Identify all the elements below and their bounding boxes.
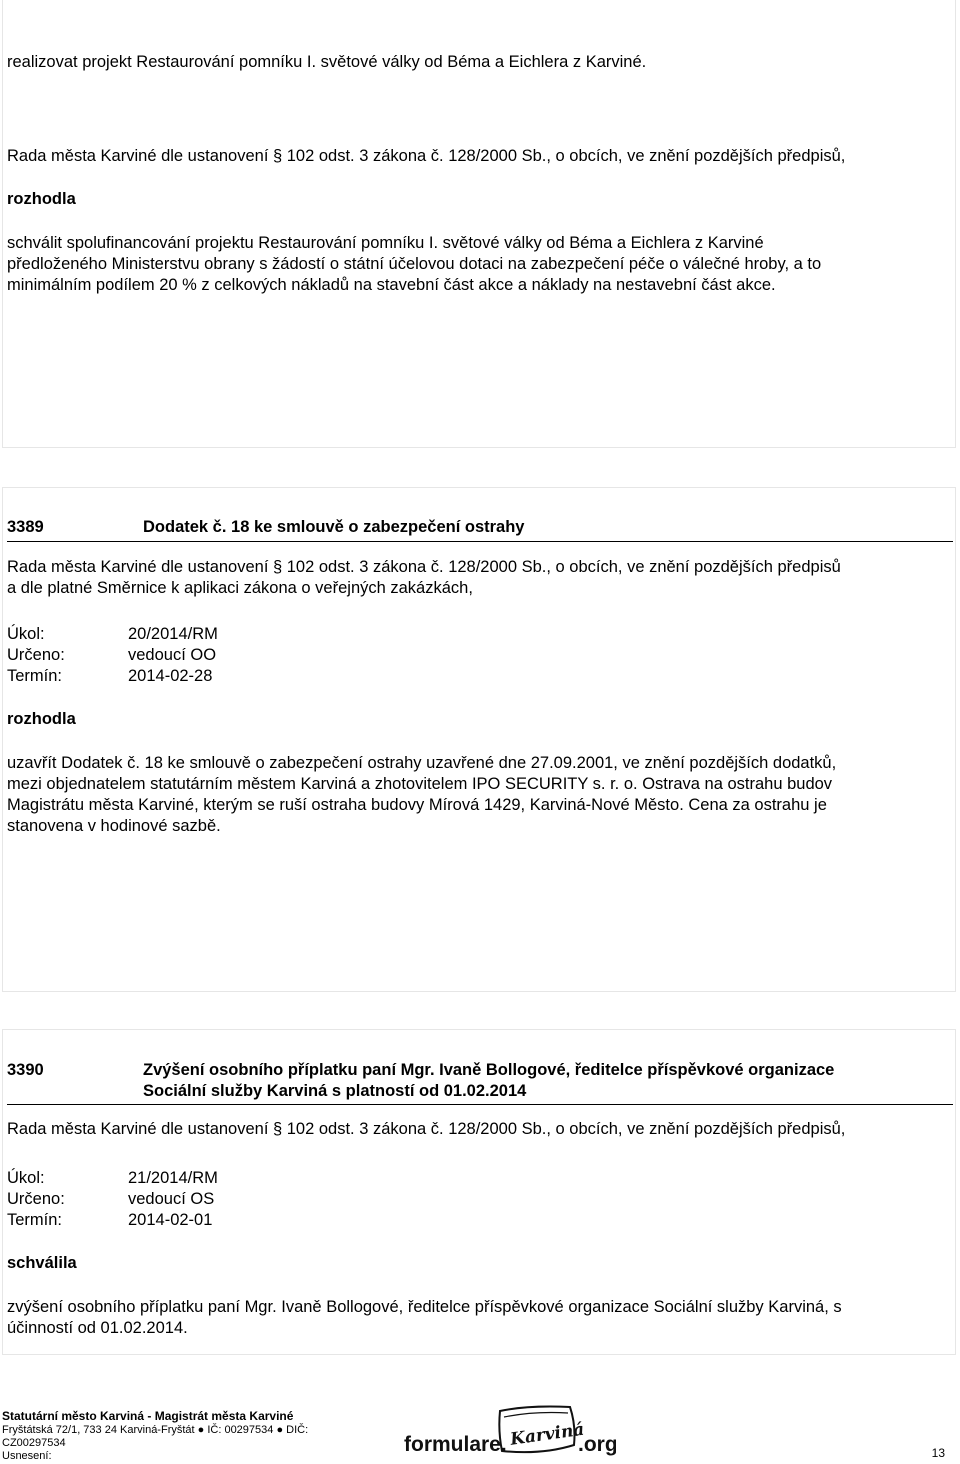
resolution-title: Dodatek č. 18 ke smlouvě o zabezpečení ostrahy bbox=[143, 518, 525, 536]
footer-org: Statutární město Karviná - Magistrát města Karviné bbox=[2, 1409, 294, 1423]
resolution-text-line: schválit spolufinancování projektu Restaurování pomníku I. světové války od Béma a Eichlera z Karviné bbox=[7, 234, 764, 252]
footer-dic: CZ00297534 bbox=[2, 1437, 66, 1449]
resolution-text-line: Magistrátu města Karviné, kterým se ruší ostraha budovy Mírová 1429, Karviná-Nové Město. Cena za ostrahu je bbox=[7, 796, 827, 814]
assigned-label: Určeno: bbox=[7, 646, 65, 664]
assigned-row bbox=[7, 1189, 214, 1210]
deadline-label: Termín: bbox=[7, 667, 63, 685]
task-row bbox=[7, 624, 218, 645]
legal-basis: Rada města Karviné dle ustanovení § 102 odst. 3 zákona č. 128/2000 Sb., o obcích, ve znění pozdějších předpisů, bbox=[7, 1120, 846, 1138]
title-underline bbox=[7, 1104, 953, 1105]
resolution-number: 3389 bbox=[7, 518, 44, 536]
resolution-text-line: mezi objednatelem statutárním městem Karviná a zhotovitelem IPO SECURITY s. r. o. Ostrava na ostrahu budov bbox=[7, 775, 833, 793]
formulare-logo bbox=[402, 1403, 616, 1464]
logo-text-mid: Karviná bbox=[509, 1419, 586, 1450]
resolution-title-line: Sociální služby Karviná s platností od 01.02.2014 bbox=[143, 1082, 527, 1100]
task-value: 20/2014/RM bbox=[128, 625, 218, 643]
assigned-label: Určeno: bbox=[7, 1190, 65, 1208]
resolution-title-line: Zvýšení osobního příplatku paní Mgr. Ivaně Bollogové, ředitelce příspěvkové organizace bbox=[143, 1061, 835, 1079]
decision-verb: rozhodla bbox=[7, 710, 76, 728]
deadline-label: Termín: bbox=[7, 1211, 63, 1229]
legal-basis: a dle platné Směrnice k aplikaci zákona o veřejných zakázkách, bbox=[7, 579, 473, 597]
title-underline bbox=[7, 541, 953, 542]
assigned-value: vedoucí OS bbox=[128, 1190, 215, 1208]
assigned-row bbox=[7, 645, 216, 666]
footer-doc-label: Usnesení: bbox=[2, 1450, 52, 1462]
assigned-value: vedoucí OO bbox=[128, 646, 217, 664]
footer-address: Fryštátská 72/1, 733 24 Karviná-Fryštát ● IČ: 00297534 ● DIČ: bbox=[2, 1424, 309, 1436]
decision-verb: rozhodla bbox=[7, 190, 76, 208]
legal-basis: Rada města Karviné dle ustanovení § 102 odst. 3 zákona č. 128/2000 Sb., o obcích, ve znění pozdějších předpisů, bbox=[7, 147, 846, 165]
task-label: Úkol: bbox=[7, 1169, 45, 1187]
page-number: 13 bbox=[931, 1446, 945, 1460]
resolution-text-line: účinností od 01.02.2014. bbox=[7, 1319, 188, 1337]
deadline-value: 2014-02-28 bbox=[128, 667, 213, 685]
resolution-text-line: zvýšení osobního příplatku paní Mgr. Ivaně Bollogové, ředitelce příspěvkové organizace Sociální služby Karviná, s bbox=[7, 1298, 842, 1316]
deadline-row bbox=[7, 1210, 212, 1231]
task-value: 21/2014/RM bbox=[128, 1169, 218, 1187]
prev-text-line: realizovat projekt Restaurování pomníku I. světové války od Béma a Eichlera z Karviné. bbox=[7, 53, 647, 71]
resolution-number: 3390 bbox=[7, 1061, 44, 1079]
legal-basis: Rada města Karviné dle ustanovení § 102 odst. 3 zákona č. 128/2000 Sb., o obcích, ve znění pozdějších předpisů bbox=[7, 558, 841, 576]
logo-text-left: formulare. bbox=[404, 1433, 507, 1456]
deadline-value: 2014-02-01 bbox=[128, 1211, 213, 1229]
resolution-text-line: uzavřít Dodatek č. 18 ke smlouvě o zabezpečení ostrahy uzavřené dne 27.09.2001, ve znění pozdějších dodatků, bbox=[7, 754, 837, 772]
task-row bbox=[7, 1168, 218, 1189]
deadline-row bbox=[7, 666, 212, 687]
resolution-text-line: minimálním podílem 20 % z celkových nákladů na stavební část akce a náklady na nestavební část akce. bbox=[7, 276, 776, 294]
decision-verb: schválila bbox=[7, 1254, 77, 1272]
resolution-text-line: předloženého Ministerstvu obrany s žádostí o státní účelovou dotaci na zabezpečení péče o válečné hroby, a to bbox=[7, 255, 822, 273]
logo-text-right: .org bbox=[578, 1433, 616, 1456]
resolution-text-line: stanovena v hodinové sazbě. bbox=[7, 817, 221, 835]
task-label: Úkol: bbox=[7, 625, 45, 643]
